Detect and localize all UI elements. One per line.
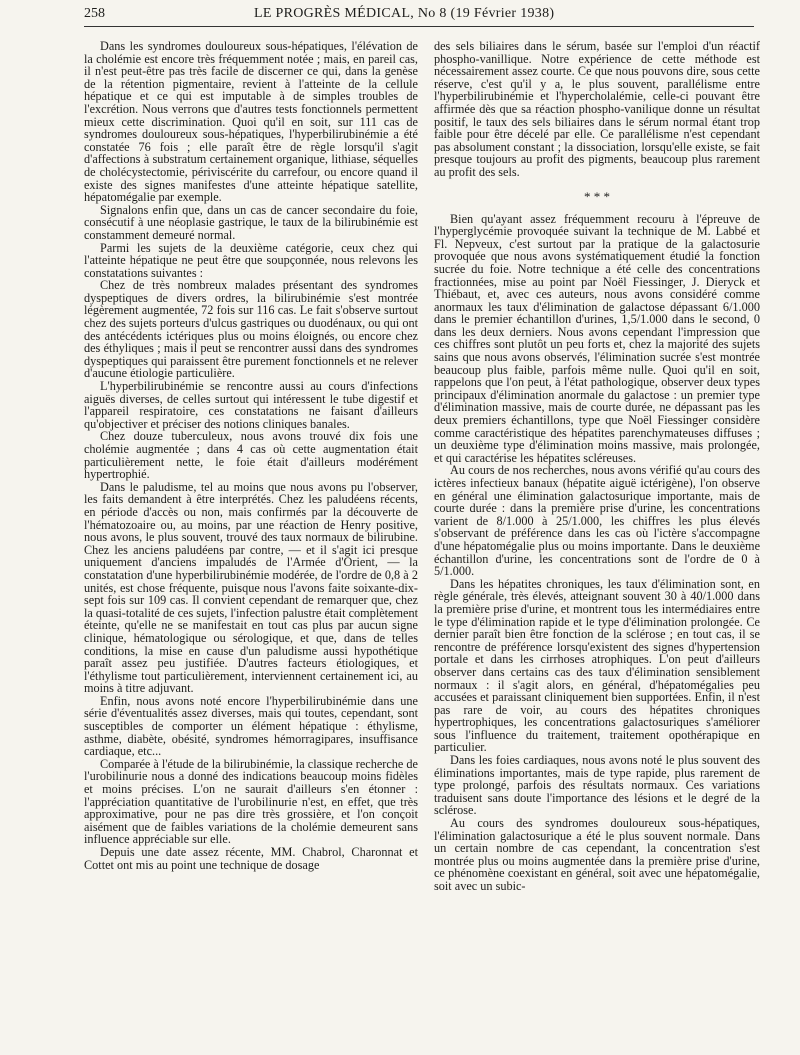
paragraph: Chez douze tuberculeux, nous avons trouvé dix fois une cholémie augmentée ; dans 4 cas où cette augmentation était particulièrement nette, le foie était d'ailleurs modérément hypertrophié. xyxy=(84,429,418,482)
paragraph: Depuis une date assez récente, MM. Chabrol, Charonnat et Cottet ont mis au point une technique de dosage xyxy=(84,845,418,872)
section-separator: * * * xyxy=(584,188,610,204)
paragraph: Comparée à l'étude de la bilirubinémie, la classique recherche de l'urobilinurie nous a donné des indications beaucoup moins fidèles et moins précises. L'on ne saurait d'ailleurs s'en étonner : l'appréciation quantitative de l'urobilinurie n'est, en effet, que très approximative, pour ne pas dire très grossière, et l'on conçoit aisément que de faibles variations de la cholémie demeurent sans influence appréciable sur elle. xyxy=(84,756,418,847)
paragraph: des sels biliaires dans le sérum, basée sur l'emploi d'un réactif phospho-vanillique. Notre expérience de cette méthode est nécessairement assez courte. Ce que nous pouvons dire, sous cette réserve, c'est qu'il y a, le plus souvent, parallélisme entre l'hyperbilirubinémie et l'hypercholalémie, celle-ci pouvant être affirmée dès que sa réaction phospho-vanilique donne un résultat positif, le taux des sels biliaires dans le sérum normal étant trop faible pour être décelé par elle. Ce parallélisme n'est cependant pas absolument constant ; la dissociation, lorsqu'elle existe, se fait presque toujours au profit des pigments, beaucoup plus rarement au profit des sels. xyxy=(434,40,760,179)
paragraph: Parmi les sujets de la deuxième catégorie, ceux chez qui l'atteinte hépatique ne peut être que soupçonnée, nous relevons les constatations suivantes : xyxy=(84,240,418,280)
paragraph: Signalons enfin que, dans un cas de cancer secondaire du foie, consécutif à une néoplasie gastrique, le taux de la bilirubinémie est constamment demeuré normal. xyxy=(84,202,418,242)
paragraph: Bien qu'ayant assez fréquemment recouru à l'épreuve de l'hyperglycémie provoquée suivant la technique de M. Labbé et Fl. Nepveux, c'est surtout par la pratique de la galactosurie provoquée que nous avons systématiquement étudié la fonction sucrée du foie. Notre technique a été celle des concentrations fractionnées, mise au point par Noël Fiessinger, J. Dieryck et Thiébaut, et, avec ces auteurs, nous avons considéré comme anormaux les taux d'élimination de galactose dépassant 6/1.000 dans le premier échantillon d'urines, 1,5/1.000 dans le second, 0 dans les deux derniers. Nous avons cependant l'impression que ces chiffres sont plutôt un peu forts et, chez la majorité des sujets sains que nous avons observés, l'élimination sucrée s'est montrée beaucoup plus faible, parfois même nulle. Quoi qu'il en soit, rappelons que l'on peut, à l'état pathologique, observer deux types principaux d'élimination anormale du galactose : un premier type d'élimination massive, mais de courte durée, ne dépassant pas les deux premiers échantillons, type que Noël Fiessinger considère comme caractéristique des hépatites parenchymateuses diffuses ; un deuxième type d'élimination moins massive, mais prolongée, et qui caractérise les hépatites scléreuses. xyxy=(434,211,760,465)
paragraph: Dans les hépatites chroniques, les taux d'élimination sont, en règle générale, très élevés, atteignant souvent 30 à 40/1.000 dans la première prise d'urine, et montrent tous les intermédiaires entre le type d'élimination rapide et le type d'élimination prolongée. Ce dernier paraît bien être fonction de la sclérose ; en tout cas, il se rencontre de préférence lorsqu'existent des signes d'hypertension portale et dans les cirrhoses atrophiques. L'on peut d'ailleurs observer dans certains cas des taux d'élimination sensiblement normaux : il s'agit alors, en général, d'hépatomégalies peu accusées et paraissant cliniquement bien supportées. Enfin, il n'est pas rare de voir, au cours des hépatites chroniques hypertrophiques, les concentrations galactosuriques s'améliorer sous l'influence du traitement, traitement opothérapique en particulier. xyxy=(434,576,760,755)
left-column xyxy=(84,40,418,1052)
running-header xyxy=(84,2,754,24)
paragraph: Au cours de nos recherches, nous avons vérifié qu'au cours des ictères infectieux banaux (hépatite aiguë ictérigène), l'on observe en général une élimination galactosurique importante, mais de courte durée : dans la première prise d'urine, les concentrations varient de 8/1.000 à 25/1.000, les chiffres les plus élevés s'observant de préférence dans les cas où l'ictère s'accompagne d'une hépatomégalie plus ou moins importante. Dans le deuxième échantillon d'urine, les concentrations sont de l'ordre de 0 à 5/1.000. xyxy=(434,463,760,579)
paragraph: Dans les syndromes douloureux sous-hépatiques, l'élévation de la cholémie est encore très fréquemment notée ; mais, en pareil cas, il n'est peut-être pas très facile de discerner ce qui, dans la genèse de la rétention pigmentaire, revient à l'atteinte de la cellule hépatique et ce qui est imputable à de simples troubles de l'excrétion. Nous verrons que d'autres tests fonctionnels permettent mieux cette discrimination. Quoi qu'il en soit, sur 111 cas de syndromes douloureux sous-hépatiques, l'hyperbilirubinémie a été constatée 76 fois ; elle paraît être de règle lorsqu'il s'agit d'affections à substratum certainement organique, lithiase, séquelles de cholécystectomie, périviscérite du carrefour, ou encore quand il existe des signes manifestes d'une atteinte hépatique satellite, hépatomégalie par exemple. xyxy=(84,40,418,205)
journal-header-title: LE PROGRÈS MÉDICAL, No 8 (19 Février 1938) xyxy=(254,6,555,21)
paragraph: Dans le paludisme, tel au moins que nous avons pu l'observer, les faits demandent à être interprétés. Chez les paludéens récents, en période d'accès ou non, mais confirmés par la découverte de l'hématozoaire ou, au moins, par une réaction de Henry positive, nous avons, le plus souvent, trouvé des taux normaux de bilirubine. Chez les anciens paludéens par contre, — et il s'agit ici presque uniquement d'anciens impaludés de l'Armée d'Orient, — la constatation d'une hyperbilirubinémie modérée, de l'ordre de 0,8 à 2 unités, est chose fréquente, puisque nous l'avons faite soixante-dix-sept fois sur 109 cas. Il convient cependant de remarquer que, chez la quasi-totalité de ces sujets, l'infection palustre était complètement éteinte, qu'elle ne se manifestait en tout cas plus par aucun signe clinique, hématologique ou sérologique, et que, dans de telles conditions, la mise en cause d'un paludisme aussi hypothétique paraît assez peu justifiée. D'autres facteurs étiologiques, et l'éthylisme tout particulièrement, interviennent certainement ici, au moins à titre adjuvant. xyxy=(84,479,418,696)
paragraph: Enfin, nous avons noté encore l'hyperbilirubinémie dans une série d'éventualités assez diverses, mais qui toutes, cependant, sont susceptibles de comporter un élément hépatique : éthylisme, asthme, diabète, obésité, syndromes hémorragipares, insuffisance cardiaque, etc... xyxy=(84,693,418,759)
paragraph: L'hyperbilirubinémie se rencontre aussi au cours d'infections aiguës diverses, de celles surtout qui intéressent le tube digestif et l'appareil respiratoire, ces constatations ne faisant d'ailleurs qu'objectiver et préciser des notions cliniques banales. xyxy=(84,379,418,431)
paragraph: Au cours des syndromes douloureux sous-hépatiques, l'élimination galactosurique a été le plus souvent normale. Dans un certain nombre de cas cependant, la concentration s'est montrée plus ou moins augmentée dans la première prise d'urine, ce phénomène coexistant en général, soit avec une hépatomégalie, soit avec un subic- xyxy=(434,816,760,893)
header-rule xyxy=(84,26,754,27)
paragraph: Chez de très nombreux malades présentant des syndromes dyspeptiques de divers ordres, la bilirubinémie s'est montrée légèrement augmentée, 72 fois sur 116 cas. Le fait s'observe surtout chez des sujets porteurs d'ulcus gastriques ou duodénaux, ou qui ont des antécédents ictériques plus ou moins éloignés, ou encore chez des éthyliques ; mais il peut se rencontrer aussi dans des syndromes dyspeptiques qui paraissent être purement fonctionnels et ne relever d'aucune étiologie particulière. xyxy=(84,278,418,381)
paragraph: Dans les foies cardiaques, nous avons noté le plus souvent des éliminations importantes, mais de type rapide, plus rarement de type prolongé, parfois des résultats normaux. Ces variations traduisent sans doute l'importance des lésions et le degré de la sclérose. xyxy=(434,753,760,818)
page-number: 258 xyxy=(84,6,105,21)
right-column xyxy=(434,40,760,1052)
